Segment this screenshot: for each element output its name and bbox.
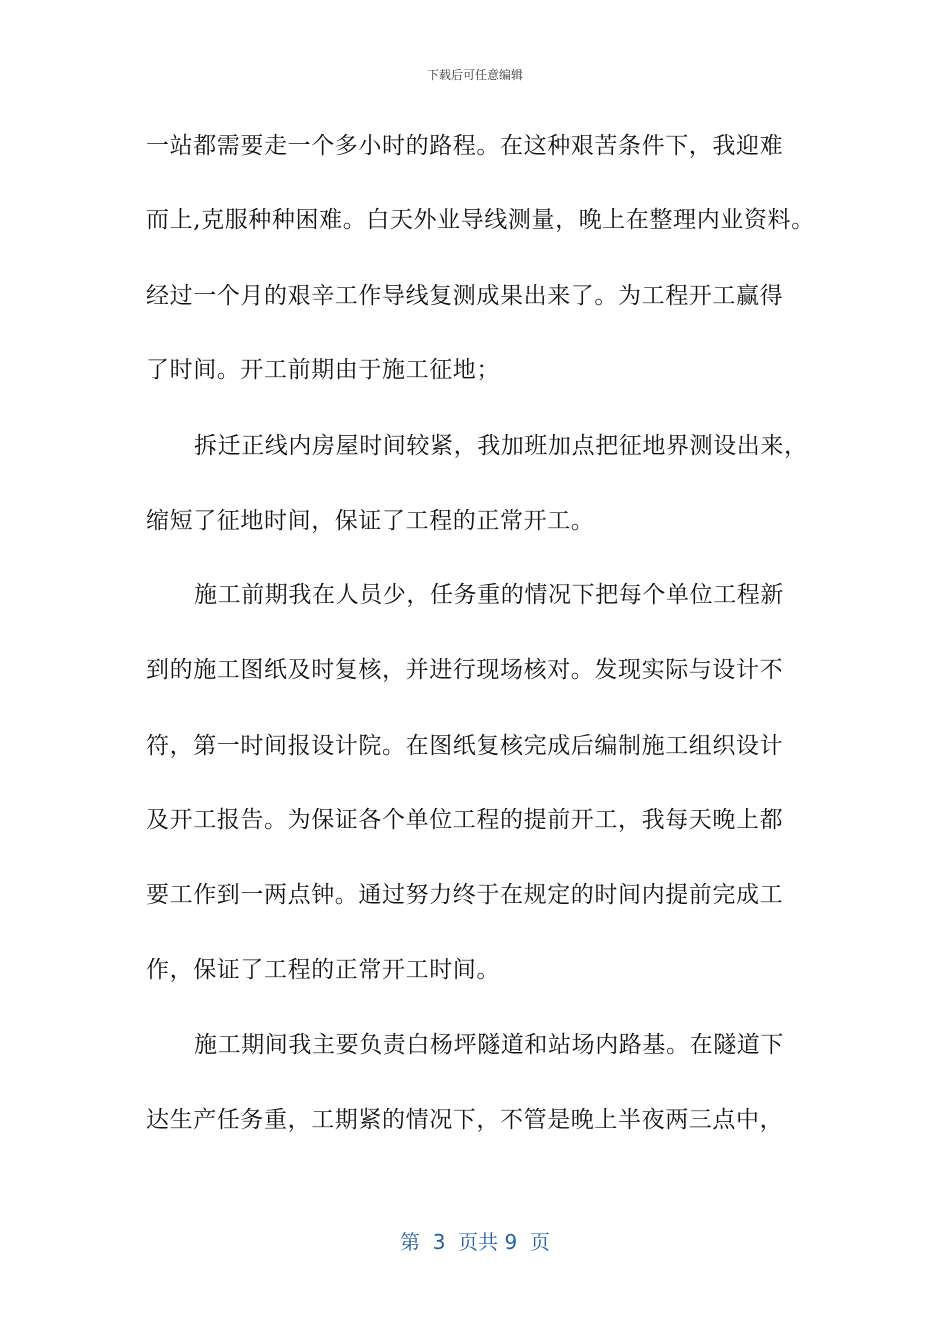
body-line: 经过一个月的艰辛工作导线复测成果出来了。为工程开工赢得	[146, 283, 784, 309]
body-line: 作，保证了工程的正常开工时间。	[146, 957, 500, 983]
body-line: 到的施工图纸及时复核，并进行现场核对。发现实际与设计不	[146, 657, 784, 683]
body-line: 了时间。开工前期由于施工征地；	[146, 357, 500, 383]
body-line: 达生产任务重，工期紧的情况下，不管是晚上半夜两三点中，	[146, 1107, 784, 1133]
page-number-footer: 第 3 页共 9 页	[400, 1230, 550, 1254]
paragraph-first-line: 施工期间我主要负责白杨坪隧道和站场内路基。在隧道下	[194, 1032, 784, 1058]
body-line: 而上,克服种种困难。白天外业导线测量，晚上在整理内业资料。	[146, 207, 815, 233]
paragraph-first-line: 施工前期我在人员少，任务重的情况下把每个单位工程新	[194, 582, 784, 608]
body-line: 要工作到一两点钟。通过努力终于在规定的时间内提前完成工	[146, 882, 784, 908]
paragraph-first-line: 拆迁正线内房屋时间较紧，我加班加点把征地界测设出来，	[194, 433, 808, 459]
page-header: 下载后可任意编辑	[426, 68, 523, 82]
body-line: 及开工报告。为保证各个单位工程的提前开工，我每天晚上都	[146, 807, 784, 833]
body-line: 一站都需要走一个多小时的路程。在这种艰苦条件下，我迎难	[146, 133, 784, 159]
body-line: 缩短了征地时间，保证了工程的正常开工。	[146, 508, 595, 534]
body-line: 符，第一时间报设计院。在图纸复核完成后编制施工组织设计	[146, 733, 784, 759]
